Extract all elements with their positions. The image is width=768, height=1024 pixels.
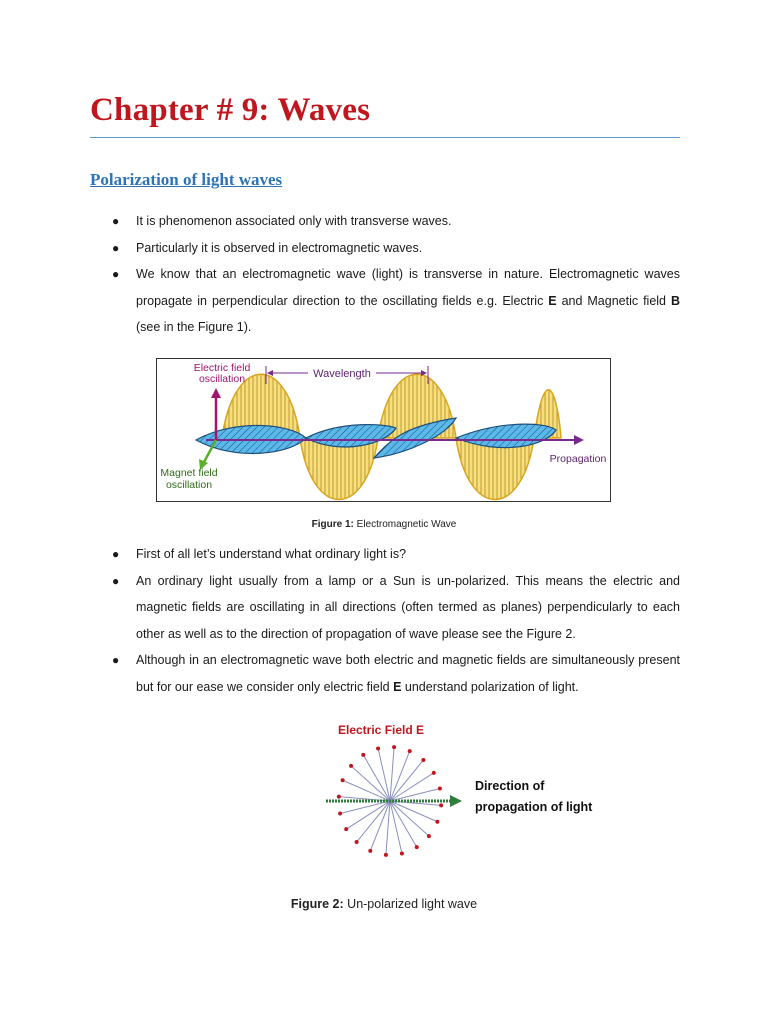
bullet-icon: ● <box>112 214 120 228</box>
bullet-text: It is phenomenon associated only with transverse waves. <box>136 214 452 228</box>
title-underline-rule <box>90 137 680 138</box>
figure-2-caption-text: Un-polarized light wave <box>343 897 478 911</box>
direction-label-line2: propagation of light <box>475 800 593 814</box>
bold-b: B <box>670 293 680 308</box>
electric-field-ray <box>346 801 390 829</box>
electric-field-ray-tip <box>355 840 359 844</box>
direction-label-line1: Direction of <box>475 779 545 793</box>
electric-field-ray-tip <box>400 852 404 856</box>
chapter-title: Chapter # 9: Waves <box>90 92 371 128</box>
bullet-icon: ● <box>112 573 120 588</box>
list-item <box>90 647 680 700</box>
bullet-text-part: We know that an electromagnetic wave (light) is transverse in nature. Electromagnetic waves propagate in perpendicular direction to the oscillating fields e.g. Electric <box>136 267 680 308</box>
figure-1-caption <box>0 519 768 530</box>
bold-e: E <box>393 679 402 694</box>
bullet-text-part: Although in an electromagnetic wave both electric and magnetic fields are simultaneously present but for our ease we consider only electric field <box>136 653 680 694</box>
bullet-list-top <box>90 208 680 341</box>
list-item <box>90 235 680 262</box>
bullet-text-part: (see in the Figure 1). <box>136 320 252 334</box>
magnet-field-label-line2: oscillation <box>165 479 213 491</box>
bullet-icon: ● <box>112 547 120 561</box>
electric-field-ray-tip <box>435 820 439 824</box>
electric-field-ray <box>390 788 440 801</box>
electric-field-ray <box>351 766 390 801</box>
electric-field-ray-tip <box>344 827 348 831</box>
electric-field-ray-tip <box>421 758 425 762</box>
bullet-text: First of all let’s understand what ordinary light is? <box>136 547 407 561</box>
bullet-icon: ● <box>112 653 120 667</box>
list-item <box>90 208 680 235</box>
bullet-text-part: and Magnetic field <box>556 293 671 308</box>
electric-field-ray-tip <box>341 778 345 782</box>
bullet-text: An ordinary light usually from a lamp or a Sun is un-polarized. This means the electric and magnetic fields are oscillating in all directions (often termed as planes) perpendicularly to each other as well as to the direction of propagation of wave please see the Figure 2. <box>136 573 680 641</box>
electromagnetic-wave-figure <box>156 358 611 502</box>
figure-2-caption-bold: Figure 2: <box>290 897 344 911</box>
figure-2-caption <box>0 897 768 911</box>
propagation-label: Propagation <box>549 453 607 465</box>
electric-field-ray-tip <box>439 803 443 807</box>
electric-field-ray-tip <box>408 749 412 753</box>
electric-field-ray <box>340 801 390 814</box>
electric-field-ray <box>363 755 390 801</box>
list-item <box>90 541 680 568</box>
electric-field-ray <box>378 748 390 801</box>
electric-field-ray-tip <box>361 753 365 757</box>
figure-1-caption-bold: Figure 1: <box>311 519 354 530</box>
bullet-list-bottom <box>90 541 680 700</box>
bold-e: E <box>548 293 557 308</box>
electric-field-label-line2: oscillation <box>198 373 246 385</box>
electric-field-ray-tip <box>349 764 353 768</box>
electric-field-ray-tip <box>427 834 431 838</box>
electric-field-ray-tip <box>368 849 372 853</box>
electric-field-ray <box>390 801 417 847</box>
bullet-icon: ● <box>112 267 120 281</box>
electric-field-ray-tip <box>438 786 442 790</box>
electric-field-ray-tip <box>432 771 436 775</box>
electric-field-ray <box>390 801 402 854</box>
electric-field-ray-tip <box>337 795 341 799</box>
figure-1-caption-text: Electromagnetic Wave <box>353 519 457 530</box>
electric-field-ray-tip <box>376 746 380 750</box>
wavelength-label: Wavelength <box>313 368 371 380</box>
direction-of-propagation-label <box>475 776 592 818</box>
electric-field-ray-tip <box>384 853 388 857</box>
electric-field-ray-tip <box>338 812 342 816</box>
list-item <box>90 568 680 648</box>
electric-field-ray <box>390 760 423 801</box>
bullet-text-part: understand polarization of light. <box>401 679 579 694</box>
electric-field-ray <box>390 801 429 836</box>
propagation-arrowhead <box>450 795 462 807</box>
electric-field-ray-tip <box>415 845 419 849</box>
bullet-icon: ● <box>112 240 120 255</box>
section-heading: Polarization of light waves <box>90 170 283 189</box>
electric-field-ray-tip <box>392 745 396 749</box>
electric-field-label-line1: Electric field <box>193 362 251 374</box>
list-item <box>90 261 680 341</box>
electric-field-ray <box>357 801 390 842</box>
electric-field-ray <box>390 773 434 801</box>
electric-field-e-label: Electric Field E <box>338 723 425 737</box>
bullet-text: Particularly it is observed in electromagnetic waves. <box>136 240 423 255</box>
magnet-field-label-line1: Magnet field <box>160 467 218 479</box>
